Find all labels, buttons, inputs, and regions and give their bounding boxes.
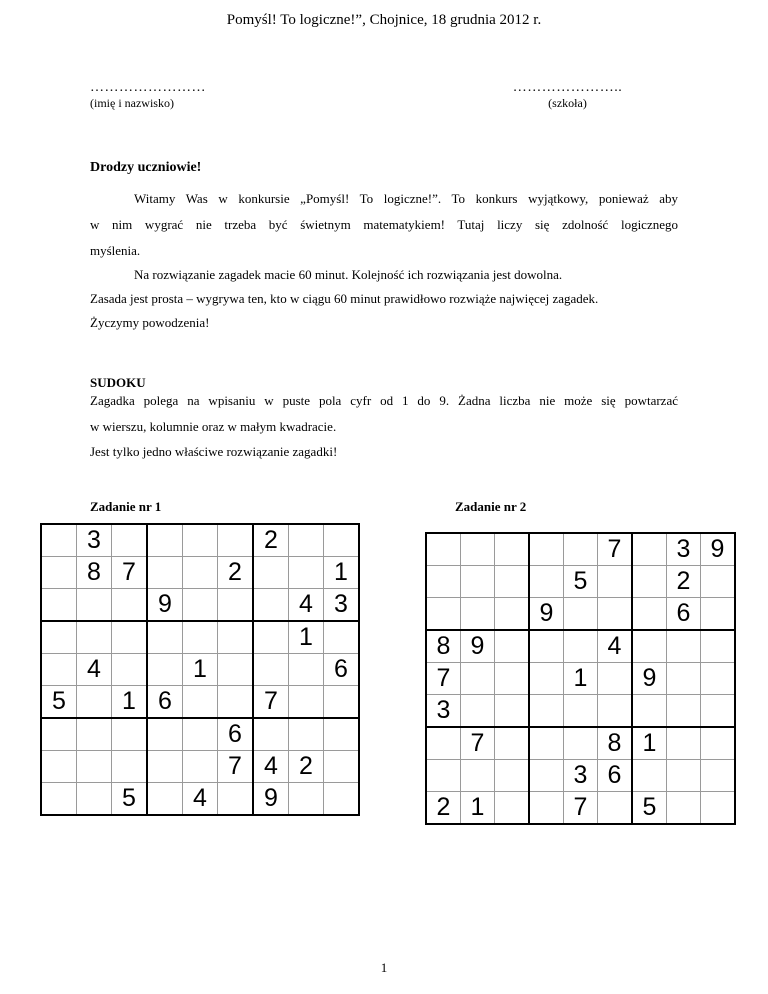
sudoku-empty-cell[interactable] — [41, 718, 77, 751]
sudoku-given-cell: 9 — [632, 663, 667, 695]
sudoku-empty-cell[interactable] — [529, 630, 564, 663]
sudoku-empty-cell[interactable] — [41, 621, 77, 654]
sudoku-empty-cell[interactable] — [324, 524, 360, 557]
sudoku-row — [426, 630, 735, 663]
sudoku-row — [41, 751, 359, 783]
sudoku-rule-2: w wierszu, kolumnie oraz w małym kwadracie. — [90, 419, 337, 434]
sudoku-row — [41, 557, 359, 589]
sudoku-empty-cell[interactable] — [564, 695, 598, 728]
sudoku-row — [426, 792, 735, 825]
sudoku-empty-cell[interactable] — [77, 751, 112, 783]
sudoku-empty-cell[interactable] — [701, 663, 736, 695]
sudoku-empty-cell[interactable] — [77, 621, 112, 654]
school-field — [500, 80, 635, 111]
sudoku-given-cell: 7 — [461, 727, 495, 760]
sudoku-empty-cell[interactable] — [564, 598, 598, 631]
sudoku-empty-cell[interactable] — [598, 663, 633, 695]
sudoku-empty-cell[interactable] — [632, 598, 667, 631]
sudoku-given-cell: 2 — [426, 792, 461, 825]
intro-line-6: Życzymy powodzenia! — [90, 315, 210, 330]
sudoku-given-cell: 6 — [598, 760, 633, 792]
sudoku-empty-cell[interactable] — [218, 524, 254, 557]
sudoku-empty-cell[interactable] — [324, 718, 360, 751]
sudoku-empty-cell[interactable] — [461, 695, 495, 728]
sudoku-empty-cell[interactable] — [289, 524, 324, 557]
name-field — [90, 80, 206, 111]
sudoku-given-cell: 4 — [77, 654, 112, 686]
sudoku-given-cell: 4 — [253, 751, 289, 783]
sudoku-given-cell: 3 — [667, 533, 701, 566]
sudoku-empty-cell[interactable] — [495, 630, 530, 663]
sudoku-empty-cell[interactable] — [529, 695, 564, 728]
intro-line-3: myślenia. — [90, 243, 141, 258]
sudoku-empty-cell[interactable] — [632, 695, 667, 728]
sudoku-empty-cell[interactable] — [461, 566, 495, 598]
sudoku-empty-cell[interactable] — [632, 630, 667, 663]
sudoku-empty-cell[interactable] — [147, 718, 183, 751]
sudoku-given-cell: 1 — [632, 727, 667, 760]
sudoku-row — [41, 686, 359, 719]
sudoku-empty-cell[interactable] — [324, 783, 360, 816]
sudoku-given-cell: 9 — [147, 589, 183, 622]
sudoku-empty-cell[interactable] — [253, 718, 289, 751]
sudoku-given-cell: 9 — [461, 630, 495, 663]
sudoku-empty-cell[interactable] — [495, 695, 530, 728]
sudoku-empty-cell[interactable] — [218, 686, 254, 719]
intro-line-1: Witamy Was w konkursie „Pomyśl! To logiczne!”. To konkurs wyjątkowy, ponieważ aby — [134, 191, 678, 206]
sudoku-given-cell: 9 — [701, 533, 736, 566]
sudoku-given-cell: 6 — [667, 598, 701, 631]
sudoku-empty-cell[interactable] — [253, 589, 289, 622]
sudoku-empty-cell[interactable] — [529, 727, 564, 760]
sudoku-given-cell: 1 — [183, 654, 218, 686]
sudoku-empty-cell[interactable] — [147, 783, 183, 816]
sudoku-given-cell: 7 — [598, 533, 633, 566]
sudoku-empty-cell[interactable] — [529, 792, 564, 825]
sudoku-rule-1: Zagadka polega na wpisaniu w puste pola cyfr od 1 do 9. Żadna liczba nie może się powtarzać — [90, 393, 678, 408]
sudoku-given-cell: 5 — [632, 792, 667, 825]
sudoku-given-cell: 8 — [426, 630, 461, 663]
sudoku-given-cell: 4 — [183, 783, 218, 816]
sudoku-grid-2 — [425, 532, 736, 825]
sudoku-row — [426, 727, 735, 760]
sudoku-row — [426, 533, 735, 566]
sudoku-empty-cell[interactable] — [495, 566, 530, 598]
sudoku-given-cell: 7 — [112, 557, 148, 589]
sudoku-empty-cell[interactable] — [701, 630, 736, 663]
sudoku-row — [41, 654, 359, 686]
sudoku-given-cell: 2 — [218, 557, 254, 589]
sudoku-empty-cell[interactable] — [598, 598, 633, 631]
sudoku-empty-cell[interactable] — [461, 760, 495, 792]
sudoku-empty-cell[interactable] — [461, 533, 495, 566]
sudoku-given-cell: 7 — [253, 686, 289, 719]
school-field-dots: ………………….. — [512, 80, 623, 95]
sudoku-empty-cell[interactable] — [495, 598, 530, 631]
sudoku-empty-cell[interactable] — [426, 533, 461, 566]
sudoku-empty-cell[interactable] — [426, 760, 461, 792]
sudoku-empty-cell[interactable] — [667, 663, 701, 695]
sudoku-empty-cell[interactable] — [77, 686, 112, 719]
sudoku-given-cell: 2 — [289, 751, 324, 783]
sudoku-empty-cell[interactable] — [147, 557, 183, 589]
sudoku-empty-cell[interactable] — [147, 654, 183, 686]
sudoku-given-cell: 9 — [529, 598, 564, 631]
sudoku-empty-cell[interactable] — [529, 663, 564, 695]
page-number: 1 — [380, 960, 388, 975]
sudoku-given-cell: 4 — [598, 630, 633, 663]
sudoku-empty-cell[interactable] — [564, 630, 598, 663]
sudoku-empty-cell[interactable] — [41, 589, 77, 622]
sudoku-empty-cell[interactable] — [289, 783, 324, 816]
sudoku-given-cell: 5 — [564, 566, 598, 598]
sudoku-empty-cell[interactable] — [426, 598, 461, 631]
sudoku-empty-cell[interactable] — [183, 621, 218, 654]
sudoku-empty-cell[interactable] — [41, 654, 77, 686]
sudoku-empty-cell[interactable] — [598, 792, 633, 825]
sudoku-row — [41, 621, 359, 654]
sudoku-empty-cell[interactable] — [183, 751, 218, 783]
sudoku-empty-cell[interactable] — [253, 621, 289, 654]
sudoku-empty-cell[interactable] — [218, 783, 254, 816]
sudoku-empty-cell[interactable] — [564, 533, 598, 566]
sudoku-given-cell: 8 — [598, 727, 633, 760]
sudoku-empty-cell[interactable] — [667, 792, 701, 825]
sudoku-empty-cell[interactable] — [147, 524, 183, 557]
sudoku-given-cell: 7 — [564, 792, 598, 825]
sudoku-row — [426, 695, 735, 728]
sudoku-given-cell: 2 — [253, 524, 289, 557]
sudoku-grid-1 — [40, 523, 360, 816]
sudoku-given-cell: 6 — [324, 654, 360, 686]
sudoku-empty-cell[interactable] — [461, 598, 495, 631]
sudoku-row — [41, 589, 359, 622]
sudoku-empty-cell[interactable] — [426, 566, 461, 598]
sudoku-empty-cell[interactable] — [183, 557, 218, 589]
sudoku-empty-cell[interactable] — [112, 589, 148, 622]
sudoku-empty-cell[interactable] — [667, 695, 701, 728]
sudoku-empty-cell[interactable] — [598, 695, 633, 728]
name-field-label: (imię i nazwisko) — [90, 96, 174, 110]
sudoku-given-cell: 9 — [253, 783, 289, 816]
sudoku-empty-cell[interactable] — [112, 751, 148, 783]
sudoku-given-cell: 1 — [564, 663, 598, 695]
sudoku-given-cell: 6 — [218, 718, 254, 751]
sudoku-given-cell: 3 — [564, 760, 598, 792]
sudoku-empty-cell[interactable] — [701, 727, 736, 760]
task1-label: Zadanie nr 1 — [90, 499, 162, 514]
intro-line-5: Zasada jest prosta – wygrywa ten, kto w ciągu 60 minut prawidłowo rozwiąże najwięcej zagadek. — [90, 291, 599, 306]
sudoku-empty-cell[interactable] — [112, 718, 148, 751]
sudoku-empty-cell[interactable] — [495, 533, 530, 566]
sudoku-empty-cell[interactable] — [147, 751, 183, 783]
sudoku-row — [41, 524, 359, 557]
sudoku-empty-cell[interactable] — [218, 589, 254, 622]
sudoku-empty-cell[interactable] — [289, 654, 324, 686]
sudoku-given-cell: 5 — [41, 686, 77, 719]
sudoku-given-cell: 5 — [112, 783, 148, 816]
sudoku-empty-cell[interactable] — [218, 621, 254, 654]
sudoku-rule-3: Jest tylko jedno właściwe rozwiązanie zagadki! — [90, 444, 338, 459]
sudoku-empty-cell[interactable] — [324, 751, 360, 783]
sudoku-empty-cell[interactable] — [112, 524, 148, 557]
sudoku-given-cell: 2 — [667, 566, 701, 598]
sudoku-empty-cell[interactable] — [77, 589, 112, 622]
sudoku-given-cell: 1 — [289, 621, 324, 654]
sudoku-empty-cell[interactable] — [41, 783, 77, 816]
intro-line-4: Na rozwiązanie zagadek macie 60 minut. Kolejność ich rozwiązania jest dowolna. — [134, 267, 563, 282]
sudoku-empty-cell[interactable] — [598, 566, 633, 598]
sudoku-empty-cell[interactable] — [426, 727, 461, 760]
sudoku-empty-cell[interactable] — [77, 718, 112, 751]
greeting: Drodzy uczniowie! — [90, 160, 202, 175]
sudoku-given-cell: 6 — [147, 686, 183, 719]
sudoku-empty-cell[interactable] — [701, 695, 736, 728]
sudoku-empty-cell[interactable] — [183, 524, 218, 557]
sudoku-empty-cell[interactable] — [701, 760, 736, 792]
sudoku-empty-cell[interactable] — [183, 718, 218, 751]
sudoku-empty-cell[interactable] — [253, 557, 289, 589]
sudoku-empty-cell[interactable] — [218, 654, 254, 686]
sudoku-given-cell: 7 — [218, 751, 254, 783]
sudoku-empty-cell[interactable] — [324, 621, 360, 654]
sudoku-empty-cell[interactable] — [701, 598, 736, 631]
sudoku-empty-cell[interactable] — [529, 760, 564, 792]
sudoku-empty-cell[interactable] — [701, 792, 736, 825]
sudoku-empty-cell[interactable] — [529, 566, 564, 598]
sudoku-empty-cell[interactable] — [495, 760, 530, 792]
sudoku-given-cell: 3 — [77, 524, 112, 557]
sudoku-empty-cell[interactable] — [147, 621, 183, 654]
sudoku-row — [426, 598, 735, 631]
sudoku-row — [41, 718, 359, 751]
sudoku-empty-cell[interactable] — [667, 727, 701, 760]
sudoku-given-cell: 3 — [426, 695, 461, 728]
sudoku-empty-cell[interactable] — [495, 727, 530, 760]
sudoku-empty-cell[interactable] — [289, 718, 324, 751]
sudoku-given-cell: 1 — [112, 686, 148, 719]
sudoku-empty-cell[interactable] — [253, 654, 289, 686]
sudoku-given-cell: 7 — [426, 663, 461, 695]
sudoku-given-cell: 4 — [289, 589, 324, 622]
sudoku-empty-cell[interactable] — [112, 621, 148, 654]
sudoku-empty-cell[interactable] — [289, 686, 324, 719]
intro-line-2: w nim wygrać nie trzeba być świetnym matematykiem! Tutaj liczy się zdolność logicznego — [90, 217, 678, 232]
task2-label: Zadanie nr 2 — [455, 499, 527, 514]
sudoku-title: SUDOKU — [90, 375, 146, 390]
sudoku-empty-cell[interactable] — [701, 566, 736, 598]
name-field-dots: …………………… — [90, 80, 206, 95]
sudoku-empty-cell[interactable] — [183, 589, 218, 622]
sudoku-empty-cell[interactable] — [667, 630, 701, 663]
sudoku-empty-cell[interactable] — [529, 533, 564, 566]
sudoku-empty-cell[interactable] — [564, 727, 598, 760]
school-field-label: (szkoła) — [548, 96, 587, 110]
sudoku-given-cell: 1 — [461, 792, 495, 825]
sudoku-row — [426, 566, 735, 598]
sudoku-empty-cell[interactable] — [495, 663, 530, 695]
sudoku-empty-cell[interactable] — [183, 686, 218, 719]
sudoku-empty-cell[interactable] — [41, 557, 77, 589]
sudoku-row — [41, 783, 359, 816]
sudoku-empty-cell[interactable] — [667, 760, 701, 792]
sudoku-empty-cell[interactable] — [632, 533, 667, 566]
sudoku-empty-cell[interactable] — [41, 751, 77, 783]
sudoku-empty-cell[interactable] — [632, 760, 667, 792]
sudoku-empty-cell[interactable] — [77, 783, 112, 816]
page-header: Pomyśl! To logiczne!”, Chojnice, 18 grudnia 2012 r. — [226, 12, 542, 28]
sudoku-empty-cell[interactable] — [324, 686, 360, 719]
sudoku-row — [426, 760, 735, 792]
sudoku-empty-cell[interactable] — [495, 792, 530, 825]
sudoku-empty-cell[interactable] — [632, 566, 667, 598]
sudoku-empty-cell[interactable] — [289, 557, 324, 589]
sudoku-given-cell: 8 — [77, 557, 112, 589]
sudoku-empty-cell[interactable] — [112, 654, 148, 686]
sudoku-row — [426, 663, 735, 695]
sudoku-empty-cell[interactable] — [41, 524, 77, 557]
sudoku-given-cell: 1 — [324, 557, 360, 589]
sudoku-empty-cell[interactable] — [461, 663, 495, 695]
sudoku-given-cell: 3 — [324, 589, 360, 622]
